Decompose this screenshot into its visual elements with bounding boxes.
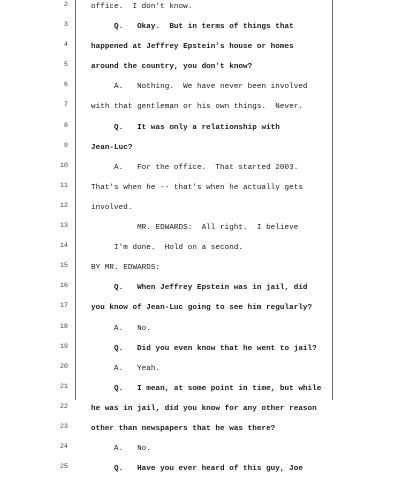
- transcript-line: [0, 322, 400, 342]
- line-text: he was in jail, did you know for any other reason: [91, 404, 317, 413]
- transcript-line: [0, 402, 400, 422]
- transcript-line: [0, 141, 400, 161]
- line-text: around the country, you don't know?: [91, 63, 253, 72]
- line-number: 13: [59, 222, 68, 231]
- line-text: Q. Okay. But in terms of things that: [91, 23, 294, 32]
- line-text: BY MR. EDWARDS:: [91, 264, 161, 273]
- transcript-line: [0, 301, 400, 321]
- line-number: 9: [63, 141, 68, 150]
- line-number: 20: [59, 362, 68, 371]
- line-text: happened at Jeffrey Epstein's house or homes: [91, 43, 294, 52]
- transcript-line: [0, 20, 400, 40]
- line-text: A. No.: [91, 324, 151, 333]
- transcript-line: [0, 0, 400, 20]
- line-number: 14: [59, 242, 68, 251]
- line-number: 25: [59, 463, 68, 472]
- line-number: 24: [59, 443, 68, 452]
- transcript-line: [0, 422, 400, 442]
- line-text: That's when he -- that's when he actually gets: [91, 183, 303, 192]
- transcript-line: [0, 362, 400, 382]
- line-number: 4: [63, 41, 68, 50]
- line-number: 16: [59, 282, 68, 291]
- line-number: 5: [63, 61, 68, 70]
- line-number: 15: [59, 262, 68, 271]
- line-text: A. Yeah.: [91, 364, 161, 373]
- line-text: MR. EDWARDS: All right. I believe: [91, 224, 299, 233]
- line-number: 22: [59, 402, 68, 411]
- line-text: Q. Have you ever heard of this guy, Joe: [91, 465, 303, 474]
- transcript-line: [0, 161, 400, 181]
- transcript-line: [0, 382, 400, 402]
- transcript-line: [0, 181, 400, 201]
- line-text: Jean-Luc?: [91, 143, 133, 152]
- transcript-line: [0, 342, 400, 362]
- line-number: 3: [63, 21, 68, 30]
- line-number: 6: [63, 81, 68, 90]
- line-text: Q. When Jeffrey Epstein was in jail, did: [91, 284, 308, 293]
- line-number: 19: [59, 342, 68, 351]
- transcript-line: [0, 100, 400, 120]
- line-number: 11: [59, 181, 68, 190]
- line-text: Q. Did you even know that he went to jail?: [91, 344, 317, 353]
- line-number: 17: [59, 302, 68, 311]
- line-number: 2: [63, 1, 68, 9]
- line-text: Q. It was only a relationship with: [91, 123, 280, 132]
- line-text: A. No.: [91, 445, 151, 454]
- line-text: office. I don't know.: [91, 3, 193, 11]
- transcript-line: [0, 462, 400, 482]
- line-number: 10: [59, 161, 68, 170]
- transcript-line: [0, 442, 400, 462]
- line-text: with that gentleman or his own things. Never.: [91, 103, 303, 112]
- transcript-line: [0, 221, 400, 241]
- line-text: you know of Jean-Luc going to see him regularly?: [91, 304, 313, 313]
- line-text: I'm done. Hold on a second.: [91, 244, 244, 253]
- transcript-line: [0, 241, 400, 261]
- line-number: 8: [63, 121, 68, 130]
- line-text: A. Nothing. We have never been involved: [91, 83, 308, 92]
- line-number: 21: [59, 382, 68, 391]
- line-number: 23: [59, 422, 68, 431]
- line-text: A. For the office. That started 2003.: [91, 163, 299, 172]
- transcript-line: [0, 60, 400, 80]
- line-text: Q. I mean, at some point in time, but while: [91, 384, 322, 393]
- line-number: 12: [59, 201, 68, 210]
- line-number: 7: [63, 101, 68, 110]
- transcript-line: [0, 80, 400, 100]
- transcript-line: [0, 201, 400, 221]
- transcript-line: [0, 281, 400, 301]
- line-text: involved.: [91, 203, 133, 212]
- transcript-line: [0, 40, 400, 60]
- line-number: 18: [59, 322, 68, 331]
- transcript-line: [0, 121, 400, 141]
- line-text: other than newspapers that he was there?: [91, 424, 276, 433]
- transcript-line: [0, 261, 400, 281]
